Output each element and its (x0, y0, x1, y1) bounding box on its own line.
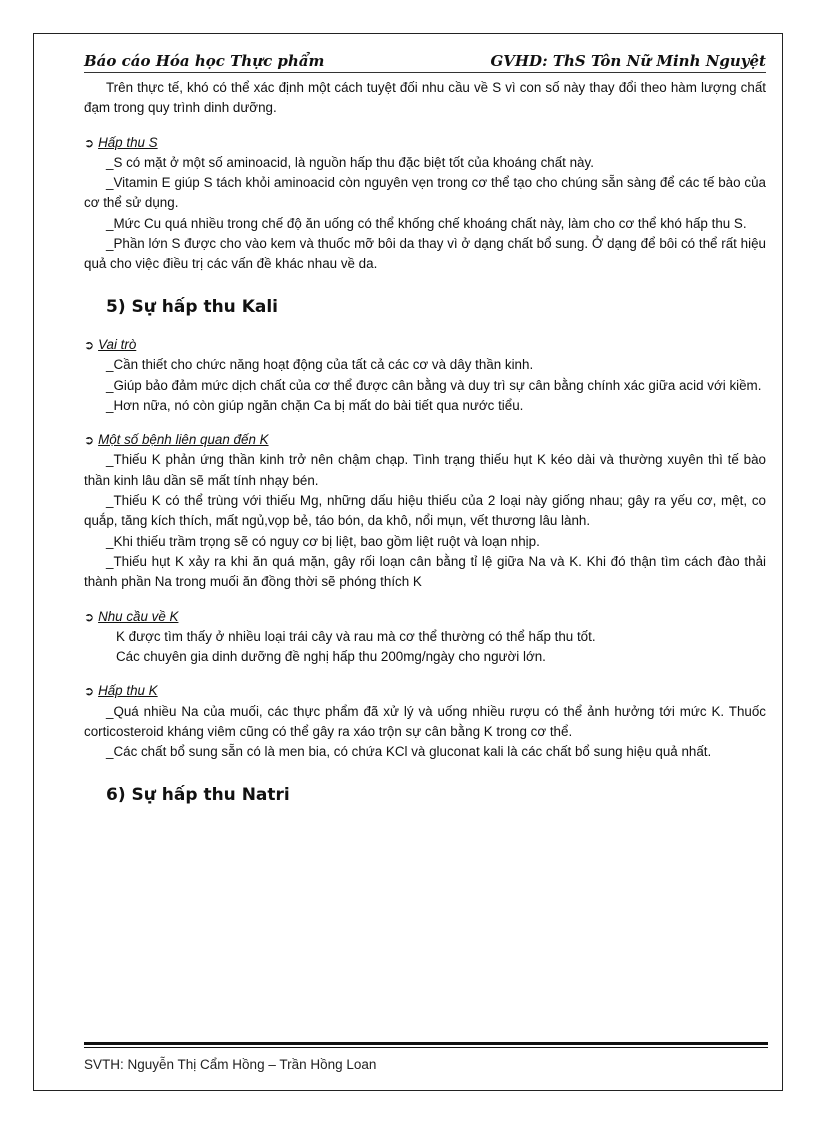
report-title: Báo cáo Hóa học Thực phẩm (84, 52, 325, 70)
paragraph: _Khi thiếu trầm trọng sẽ có nguy cơ bị liệt, bao gồm liệt ruột và loạn nhịp. (106, 533, 540, 549)
footer-divider-thin (84, 1047, 768, 1048)
subheading-k-absorption: ➲ Hấp thu K (84, 683, 158, 699)
paragraph: _Phần lớn S được cho vào kem và thuốc mỡ bôi da thay vì ở dạng chất bổ sung. Ở dạng để bôi có thể rất hiệu quả cho việc điều trị các vấn đề khác nhau về da. (84, 236, 766, 272)
section-heading-natri: 6) Sự hấp thu Natri (106, 784, 290, 805)
paragraph: _Thiếu K phản ứng thần kinh trở nên chậm chạp. Tình trạng thiếu hụt K kéo dài và thường xuyên thì tế bào thần kinh lâu dần sẽ mất tính nhạy bén. (84, 452, 766, 488)
paragraph: _Vitamin E giúp S tách khỏi aminoacid còn nguyên vẹn trong cơ thể tạo cho chúng sẵn sàng để các tế bào của cơ thể sử dụng. (84, 175, 766, 211)
subheading-role: ➲ Vai trò (84, 336, 137, 352)
subheading-diseases: ➲ Một số bệnh liên quan đến K (84, 432, 269, 448)
subheading-s-absorption: ➲ Hấp thu S (84, 134, 158, 150)
page-header (84, 50, 766, 73)
supervisor-label: GVHD: ThS Tôn Nữ Minh Nguyệt (490, 52, 766, 70)
page-footer: SVTH: Nguyễn Thị Cẩm Hồng – Trần Hồng Loan (84, 1057, 377, 1072)
paragraph: _Mức Cu quá nhiều trong chế độ ăn uống có thể khống chế khoáng chất này, làm cho cơ thể khó hấp thu S. (106, 215, 747, 231)
paragraph: _S có mặt ở một số aminoacid, là nguồn hấp thu đặc biệt tốt của khoáng chất này. (106, 154, 594, 170)
arrow-bullet-icon: ➲ (84, 135, 95, 150)
paragraph: _Thiếu K có thể trùng với thiếu Mg, những dấu hiệu thiếu của 2 loại này giống nhau; gây ra yếu cơ, mệt, co quắp, tăng kích thích, mất ngủ,vọp bẻ, táo bón, da khô, nổi mụn, vết thương lâu lành. (84, 493, 766, 529)
paragraph: K được tìm thấy ở nhiều loại trái cây và rau mà cơ thể thường có thể hấp thu tốt. (116, 628, 596, 644)
arrow-bullet-icon: ➲ (84, 684, 95, 699)
arrow-bullet-icon: ➲ (84, 433, 95, 448)
paragraph: Các chuyên gia dinh dưỡng đề nghị hấp thu 200mg/ngày cho người lớn. (116, 649, 546, 665)
document-body (84, 78, 766, 823)
section-heading-kali: 5) Sự hấp thu Kali (106, 296, 278, 317)
footer-divider (84, 1042, 768, 1045)
subheading-needs: ➲ Nhu cầu về K (84, 608, 179, 624)
paragraph: _Thiếu hụt K xảy ra khi ăn quá mặn, gây rối loạn cân bằng tỉ lệ giữa Na và K. Khi đó thận tìm cách đào thải thành phần Na trong muối ăn đồng thời sẽ phóng thích K (84, 553, 766, 590)
paragraph: _Các chất bổ sung sẵn có là men bia, có chứa KCl và gluconat kali là các chất bổ sung hiệu quả nhất. (106, 744, 712, 760)
paragraph: _Quá nhiều Na của muối, các thực phẩm đã xử lý và uống nhiều rượu có thể ảnh hưởng tới mức K. Thuốc corticosteroid kháng viêm cũng có thể gây ra xáo trộn sự cân bằng K trong cơ thể. (84, 703, 766, 740)
intro-paragraph: Trên thực tế, khó có thể xác định một cách tuyệt đối nhu cầu về S vì con số này thay đổi theo hàm lượng chất đạm trong quy trình dinh dưỡng. (84, 80, 766, 116)
paragraph: _Cần thiết cho chức năng hoạt động của tất cả các cơ và dây thần kinh. (106, 357, 534, 373)
paragraph: _Hơn nữa, nó còn giúp ngăn chặn Ca bị mất do bài tiết qua nước tiểu. (106, 397, 524, 413)
paragraph: _Giúp bảo đảm mức dịch chất của cơ thể được cân bằng và duy trì sự cân bằng chính xác giữa acid với kiềm. (106, 377, 762, 393)
arrow-bullet-icon: ➲ (84, 337, 95, 352)
arrow-bullet-icon: ➲ (84, 609, 95, 624)
